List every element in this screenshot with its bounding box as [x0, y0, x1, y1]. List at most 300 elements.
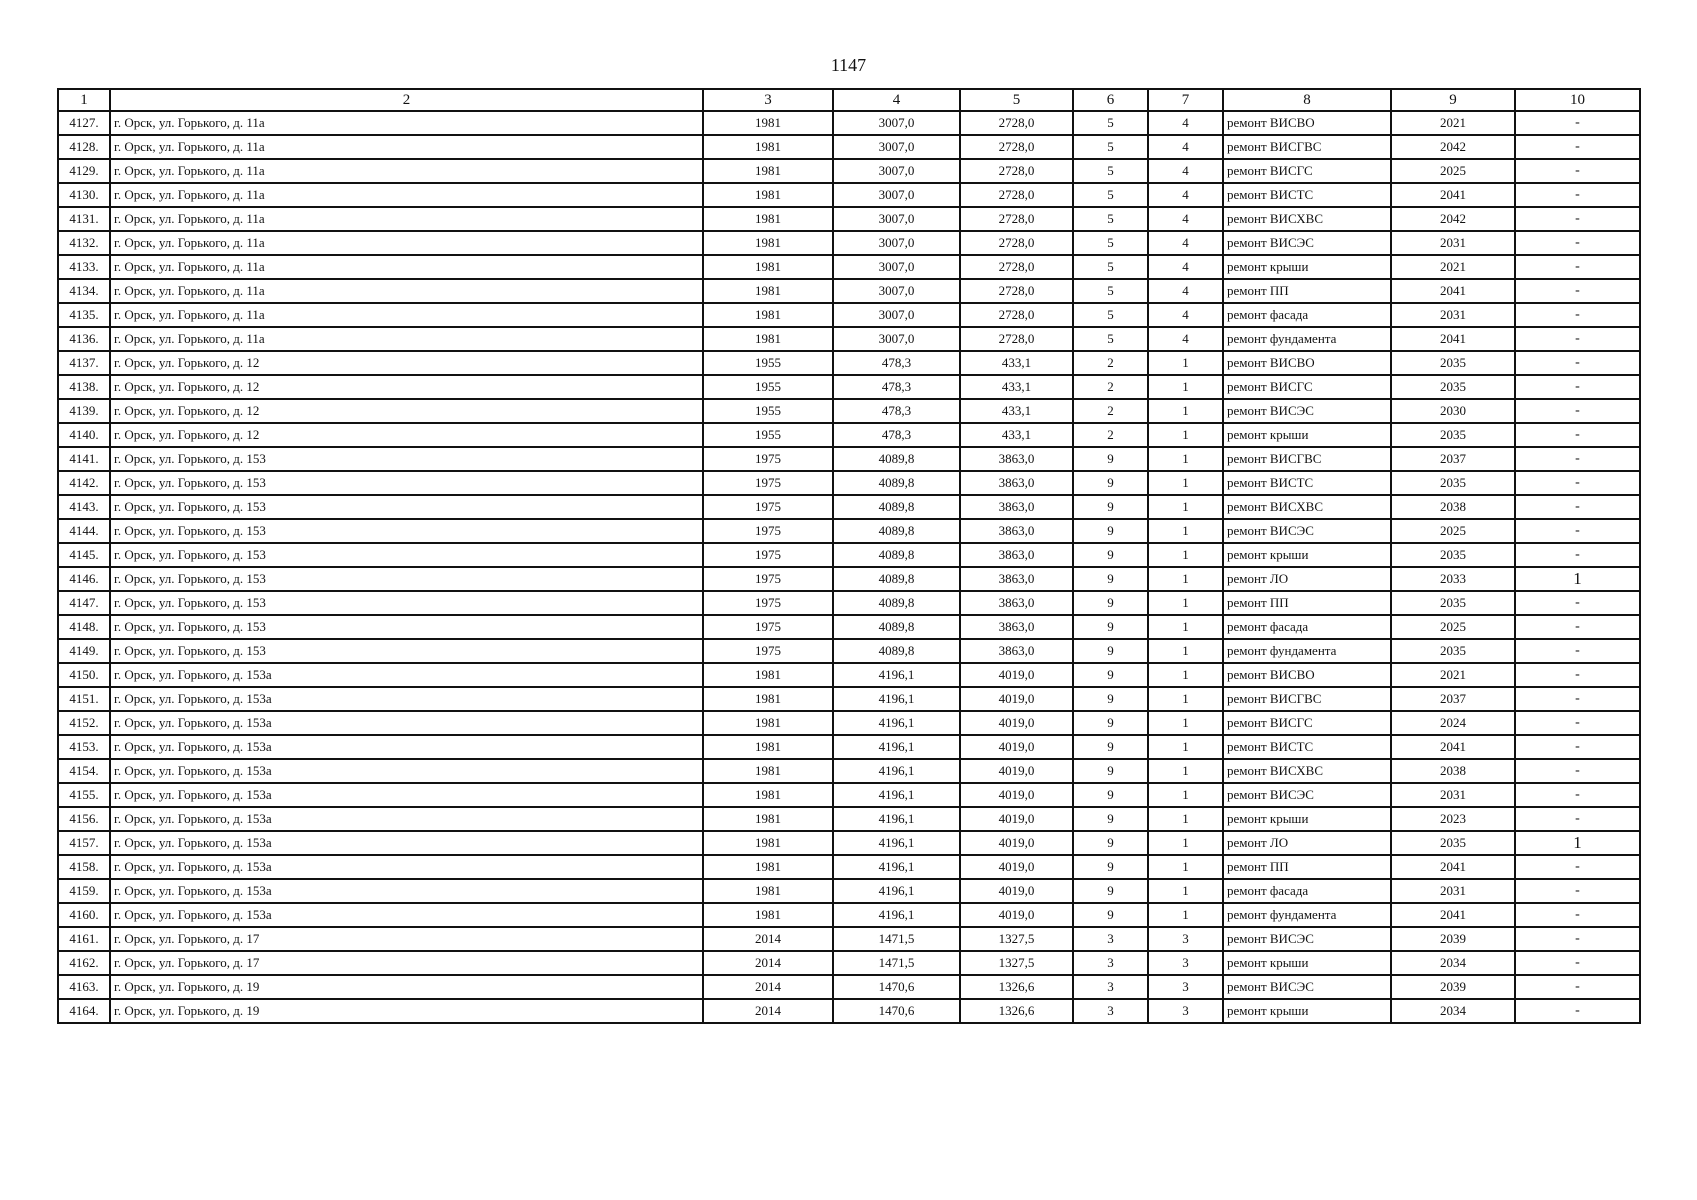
address-cell: г. Орск, ул. Горького, д. 12 — [110, 375, 703, 399]
year-built-cell: 2014 — [703, 927, 833, 951]
address-cell: г. Орск, ул. Горького, д. 153 — [110, 639, 703, 663]
table-row — [58, 255, 1640, 279]
living-area-cell: 3863,0 — [960, 471, 1073, 495]
quantity-cell: - — [1515, 327, 1640, 351]
entrances-cell: 3 — [1148, 951, 1223, 975]
total-area-cell: 4196,1 — [833, 855, 960, 879]
total-area-cell: 1470,6 — [833, 999, 960, 1023]
floors-cell: 9 — [1073, 471, 1148, 495]
total-area-cell: 4196,1 — [833, 903, 960, 927]
address-cell: г. Орск, ул. Горького, д. 153а — [110, 735, 703, 759]
entrances-cell: 1 — [1148, 903, 1223, 927]
planned-year-cell: 2021 — [1391, 663, 1515, 687]
living-area-cell: 1326,6 — [960, 975, 1073, 999]
table-row — [58, 951, 1640, 975]
entrances-cell: 1 — [1148, 375, 1223, 399]
entrances-cell: 4 — [1148, 303, 1223, 327]
address-cell: г. Орск, ул. Горького, д. 153 — [110, 495, 703, 519]
column-number-row — [58, 89, 1640, 111]
total-area-cell: 3007,0 — [833, 231, 960, 255]
total-area-cell: 1471,5 — [833, 951, 960, 975]
entrances-cell: 1 — [1148, 663, 1223, 687]
floors-cell: 3 — [1073, 951, 1148, 975]
table-row — [58, 807, 1640, 831]
work-type-cell: ремонт ВИСГС — [1223, 159, 1391, 183]
living-area-cell: 2728,0 — [960, 279, 1073, 303]
entrances-cell: 4 — [1148, 183, 1223, 207]
planned-year-cell: 2041 — [1391, 279, 1515, 303]
planned-year-cell: 2041 — [1391, 855, 1515, 879]
table-row — [58, 975, 1640, 999]
work-type-cell: ремонт ВИСВО — [1223, 111, 1391, 135]
address-cell: г. Орск, ул. Горького, д. 153 — [110, 447, 703, 471]
entrances-cell: 4 — [1148, 255, 1223, 279]
living-area-cell: 3863,0 — [960, 543, 1073, 567]
living-area-cell: 4019,0 — [960, 759, 1073, 783]
quantity-cell: - — [1515, 207, 1640, 231]
planned-year-cell: 2035 — [1391, 591, 1515, 615]
quantity-cell: - — [1515, 903, 1640, 927]
table-row — [58, 135, 1640, 159]
address-cell: г. Орск, ул. Горького, д. 153а — [110, 831, 703, 855]
address-cell: г. Орск, ул. Горького, д. 17 — [110, 951, 703, 975]
floors-cell: 2 — [1073, 375, 1148, 399]
total-area-cell: 4196,1 — [833, 783, 960, 807]
work-type-cell: ремонт фундамента — [1223, 639, 1391, 663]
work-type-cell: ремонт ВИСЭС — [1223, 783, 1391, 807]
floors-cell: 9 — [1073, 903, 1148, 927]
table-row — [58, 783, 1640, 807]
planned-year-cell: 2021 — [1391, 255, 1515, 279]
row-number-cell: 4146. — [58, 567, 110, 591]
planned-year-cell: 2041 — [1391, 735, 1515, 759]
table-row — [58, 663, 1640, 687]
total-area-cell: 4089,8 — [833, 567, 960, 591]
planned-year-cell: 2041 — [1391, 183, 1515, 207]
year-built-cell: 1975 — [703, 591, 833, 615]
row-number-cell: 4143. — [58, 495, 110, 519]
total-area-cell: 3007,0 — [833, 159, 960, 183]
row-number-cell: 4164. — [58, 999, 110, 1023]
planned-year-cell: 2039 — [1391, 975, 1515, 999]
total-area-cell: 4196,1 — [833, 831, 960, 855]
table-row — [58, 903, 1640, 927]
column-header-5: 5 — [960, 89, 1073, 111]
entrances-cell: 1 — [1148, 543, 1223, 567]
work-type-cell: ремонт крыши — [1223, 807, 1391, 831]
entrances-cell: 1 — [1148, 591, 1223, 615]
work-type-cell: ремонт ЛО — [1223, 831, 1391, 855]
row-number-cell: 4147. — [58, 591, 110, 615]
entrances-cell: 1 — [1148, 351, 1223, 375]
planned-year-cell: 2041 — [1391, 327, 1515, 351]
total-area-cell: 1471,5 — [833, 927, 960, 951]
work-type-cell: ремонт ВИСТС — [1223, 735, 1391, 759]
year-built-cell: 1981 — [703, 903, 833, 927]
floors-cell: 5 — [1073, 327, 1148, 351]
address-cell: г. Орск, ул. Горького, д. 153а — [110, 687, 703, 711]
table-row — [58, 111, 1640, 135]
address-cell: г. Орск, ул. Горького, д. 153а — [110, 711, 703, 735]
work-type-cell: ремонт ВИСХВС — [1223, 495, 1391, 519]
planned-year-cell: 2041 — [1391, 903, 1515, 927]
planned-year-cell: 2035 — [1391, 423, 1515, 447]
year-built-cell: 1981 — [703, 159, 833, 183]
address-cell: г. Орск, ул. Горького, д. 153а — [110, 903, 703, 927]
year-built-cell: 1975 — [703, 567, 833, 591]
year-built-cell: 1981 — [703, 783, 833, 807]
year-built-cell: 1981 — [703, 663, 833, 687]
total-area-cell: 4196,1 — [833, 807, 960, 831]
row-number-cell: 4150. — [58, 663, 110, 687]
address-cell: г. Орск, ул. Горького, д. 153а — [110, 855, 703, 879]
floors-cell: 9 — [1073, 783, 1148, 807]
entrances-cell: 1 — [1148, 735, 1223, 759]
planned-year-cell: 2035 — [1391, 471, 1515, 495]
quantity-cell: - — [1515, 687, 1640, 711]
entrances-cell: 3 — [1148, 975, 1223, 999]
living-area-cell: 2728,0 — [960, 303, 1073, 327]
quantity-cell: - — [1515, 975, 1640, 999]
repair-schedule-table — [57, 88, 1641, 1024]
quantity-cell: 1 — [1515, 831, 1640, 855]
living-area-cell: 2728,0 — [960, 183, 1073, 207]
row-number-cell: 4130. — [58, 183, 110, 207]
row-number-cell: 4139. — [58, 399, 110, 423]
entrances-cell: 4 — [1148, 207, 1223, 231]
floors-cell: 9 — [1073, 735, 1148, 759]
row-number-cell: 4163. — [58, 975, 110, 999]
year-built-cell: 1955 — [703, 375, 833, 399]
work-type-cell: ремонт ВИСГВС — [1223, 135, 1391, 159]
floors-cell: 9 — [1073, 543, 1148, 567]
planned-year-cell: 2042 — [1391, 207, 1515, 231]
address-cell: г. Орск, ул. Горького, д. 11а — [110, 303, 703, 327]
row-number-cell: 4145. — [58, 543, 110, 567]
total-area-cell: 4089,8 — [833, 615, 960, 639]
work-type-cell: ремонт фасада — [1223, 879, 1391, 903]
row-number-cell: 4152. — [58, 711, 110, 735]
living-area-cell: 4019,0 — [960, 663, 1073, 687]
table-row — [58, 447, 1640, 471]
total-area-cell: 3007,0 — [833, 303, 960, 327]
total-area-cell: 4089,8 — [833, 495, 960, 519]
floors-cell: 9 — [1073, 711, 1148, 735]
entrances-cell: 1 — [1148, 759, 1223, 783]
row-number-cell: 4148. — [58, 615, 110, 639]
living-area-cell: 2728,0 — [960, 135, 1073, 159]
row-number-cell: 4140. — [58, 423, 110, 447]
year-built-cell: 1975 — [703, 615, 833, 639]
quantity-cell: - — [1515, 879, 1640, 903]
quantity-cell: - — [1515, 135, 1640, 159]
year-built-cell: 1975 — [703, 543, 833, 567]
year-built-cell: 1975 — [703, 495, 833, 519]
work-type-cell: ремонт ВИСГВС — [1223, 447, 1391, 471]
table-row — [58, 351, 1640, 375]
entrances-cell: 1 — [1148, 615, 1223, 639]
quantity-cell: - — [1515, 423, 1640, 447]
entrances-cell: 1 — [1148, 567, 1223, 591]
row-number-cell: 4127. — [58, 111, 110, 135]
row-number-cell: 4161. — [58, 927, 110, 951]
address-cell: г. Орск, ул. Горького, д. 19 — [110, 975, 703, 999]
table-row — [58, 231, 1640, 255]
table-row — [58, 639, 1640, 663]
quantity-cell: - — [1515, 759, 1640, 783]
table-row — [58, 303, 1640, 327]
planned-year-cell: 2024 — [1391, 711, 1515, 735]
total-area-cell: 4196,1 — [833, 687, 960, 711]
planned-year-cell: 2025 — [1391, 615, 1515, 639]
table-row — [58, 687, 1640, 711]
year-built-cell: 1981 — [703, 183, 833, 207]
floors-cell: 9 — [1073, 855, 1148, 879]
address-cell: г. Орск, ул. Горького, д. 17 — [110, 927, 703, 951]
quantity-cell: - — [1515, 471, 1640, 495]
table-row — [58, 831, 1640, 855]
table-row — [58, 375, 1640, 399]
work-type-cell: ремонт крыши — [1223, 423, 1391, 447]
year-built-cell: 1981 — [703, 135, 833, 159]
floors-cell: 9 — [1073, 639, 1148, 663]
total-area-cell: 478,3 — [833, 423, 960, 447]
address-cell: г. Орск, ул. Горького, д. 153 — [110, 519, 703, 543]
address-cell: г. Орск, ул. Горького, д. 12 — [110, 351, 703, 375]
entrances-cell: 1 — [1148, 831, 1223, 855]
planned-year-cell: 2034 — [1391, 951, 1515, 975]
quantity-cell: - — [1515, 375, 1640, 399]
planned-year-cell: 2039 — [1391, 927, 1515, 951]
entrances-cell: 4 — [1148, 279, 1223, 303]
total-area-cell: 3007,0 — [833, 183, 960, 207]
table-row — [58, 399, 1640, 423]
column-header-6: 6 — [1073, 89, 1148, 111]
planned-year-cell: 2021 — [1391, 111, 1515, 135]
row-number-cell: 4132. — [58, 231, 110, 255]
year-built-cell: 1975 — [703, 471, 833, 495]
entrances-cell: 4 — [1148, 111, 1223, 135]
planned-year-cell: 2042 — [1391, 135, 1515, 159]
work-type-cell: ремонт ВИСХВС — [1223, 207, 1391, 231]
address-cell: г. Орск, ул. Горького, д. 11а — [110, 327, 703, 351]
quantity-cell: - — [1515, 303, 1640, 327]
row-number-cell: 4137. — [58, 351, 110, 375]
quantity-cell: - — [1515, 615, 1640, 639]
planned-year-cell: 2035 — [1391, 351, 1515, 375]
row-number-cell: 4156. — [58, 807, 110, 831]
table-row — [58, 711, 1640, 735]
living-area-cell: 4019,0 — [960, 807, 1073, 831]
work-type-cell: ремонт фундамента — [1223, 327, 1391, 351]
table-row — [58, 567, 1640, 591]
year-built-cell: 2014 — [703, 975, 833, 999]
living-area-cell: 4019,0 — [960, 687, 1073, 711]
year-built-cell: 1981 — [703, 759, 833, 783]
table-row — [58, 423, 1640, 447]
row-number-cell: 4133. — [58, 255, 110, 279]
year-built-cell: 1981 — [703, 207, 833, 231]
total-area-cell: 1470,6 — [833, 975, 960, 999]
work-type-cell: ремонт ВИСТС — [1223, 183, 1391, 207]
address-cell: г. Орск, ул. Горького, д. 153 — [110, 543, 703, 567]
address-cell: г. Орск, ул. Горького, д. 11а — [110, 135, 703, 159]
address-cell: г. Орск, ул. Горького, д. 11а — [110, 111, 703, 135]
year-built-cell: 1981 — [703, 831, 833, 855]
column-header-2: 2 — [110, 89, 703, 111]
living-area-cell: 3863,0 — [960, 495, 1073, 519]
year-built-cell: 1955 — [703, 351, 833, 375]
floors-cell: 5 — [1073, 279, 1148, 303]
row-number-cell: 4141. — [58, 447, 110, 471]
entrances-cell: 1 — [1148, 639, 1223, 663]
total-area-cell: 4089,8 — [833, 471, 960, 495]
total-area-cell: 4196,1 — [833, 879, 960, 903]
quantity-cell: - — [1515, 183, 1640, 207]
total-area-cell: 4089,8 — [833, 639, 960, 663]
year-built-cell: 1981 — [703, 735, 833, 759]
quantity-cell: - — [1515, 495, 1640, 519]
quantity-cell: - — [1515, 783, 1640, 807]
total-area-cell: 478,3 — [833, 375, 960, 399]
floors-cell: 2 — [1073, 423, 1148, 447]
living-area-cell: 3863,0 — [960, 615, 1073, 639]
floors-cell: 9 — [1073, 879, 1148, 903]
quantity-cell: 1 — [1515, 567, 1640, 591]
living-area-cell: 4019,0 — [960, 831, 1073, 855]
living-area-cell: 3863,0 — [960, 567, 1073, 591]
address-cell: г. Орск, ул. Горького, д. 153а — [110, 663, 703, 687]
work-type-cell: ремонт крыши — [1223, 255, 1391, 279]
table-row — [58, 495, 1640, 519]
address-cell: г. Орск, ул. Горького, д. 12 — [110, 423, 703, 447]
floors-cell: 3 — [1073, 927, 1148, 951]
address-cell: г. Орск, ул. Горького, д. 12 — [110, 399, 703, 423]
total-area-cell: 3007,0 — [833, 279, 960, 303]
total-area-cell: 3007,0 — [833, 207, 960, 231]
work-type-cell: ремонт ВИСГВС — [1223, 687, 1391, 711]
quantity-cell: - — [1515, 111, 1640, 135]
entrances-cell: 1 — [1148, 399, 1223, 423]
entrances-cell: 4 — [1148, 231, 1223, 255]
table-body — [58, 111, 1640, 1023]
entrances-cell: 1 — [1148, 423, 1223, 447]
total-area-cell: 4196,1 — [833, 663, 960, 687]
living-area-cell: 433,1 — [960, 375, 1073, 399]
address-cell: г. Орск, ул. Горького, д. 153 — [110, 591, 703, 615]
planned-year-cell: 2035 — [1391, 831, 1515, 855]
floors-cell: 5 — [1073, 183, 1148, 207]
planned-year-cell: 2035 — [1391, 375, 1515, 399]
total-area-cell: 3007,0 — [833, 135, 960, 159]
quantity-cell: - — [1515, 351, 1640, 375]
planned-year-cell: 2035 — [1391, 543, 1515, 567]
living-area-cell: 433,1 — [960, 423, 1073, 447]
address-cell: г. Орск, ул. Горького, д. 11а — [110, 231, 703, 255]
work-type-cell: ремонт ВИСЭС — [1223, 399, 1391, 423]
entrances-cell: 4 — [1148, 327, 1223, 351]
entrances-cell: 3 — [1148, 999, 1223, 1023]
living-area-cell: 3863,0 — [960, 519, 1073, 543]
address-cell: г. Орск, ул. Горького, д. 153а — [110, 879, 703, 903]
living-area-cell: 1327,5 — [960, 927, 1073, 951]
living-area-cell: 3863,0 — [960, 639, 1073, 663]
floors-cell: 9 — [1073, 519, 1148, 543]
row-number-cell: 4136. — [58, 327, 110, 351]
address-cell: г. Орск, ул. Горького, д. 11а — [110, 207, 703, 231]
table-row — [58, 183, 1640, 207]
table-row — [58, 543, 1640, 567]
column-header-8: 8 — [1223, 89, 1391, 111]
quantity-cell: - — [1515, 543, 1640, 567]
floors-cell: 5 — [1073, 231, 1148, 255]
planned-year-cell: 2038 — [1391, 759, 1515, 783]
entrances-cell: 1 — [1148, 807, 1223, 831]
living-area-cell: 2728,0 — [960, 111, 1073, 135]
row-number-cell: 4149. — [58, 639, 110, 663]
planned-year-cell: 2025 — [1391, 159, 1515, 183]
quantity-cell: - — [1515, 663, 1640, 687]
entrances-cell: 4 — [1148, 135, 1223, 159]
planned-year-cell: 2023 — [1391, 807, 1515, 831]
living-area-cell: 2728,0 — [960, 231, 1073, 255]
quantity-cell: - — [1515, 999, 1640, 1023]
address-cell: г. Орск, ул. Горького, д. 153а — [110, 807, 703, 831]
work-type-cell: ремонт ПП — [1223, 279, 1391, 303]
living-area-cell: 4019,0 — [960, 783, 1073, 807]
planned-year-cell: 2037 — [1391, 447, 1515, 471]
work-type-cell: ремонт ВИСЭС — [1223, 975, 1391, 999]
living-area-cell: 2728,0 — [960, 255, 1073, 279]
planned-year-cell: 2031 — [1391, 879, 1515, 903]
floors-cell: 9 — [1073, 591, 1148, 615]
total-area-cell: 4089,8 — [833, 543, 960, 567]
year-built-cell: 1955 — [703, 423, 833, 447]
floors-cell: 9 — [1073, 687, 1148, 711]
work-type-cell: ремонт фасада — [1223, 615, 1391, 639]
planned-year-cell: 2031 — [1391, 231, 1515, 255]
row-number-cell: 4155. — [58, 783, 110, 807]
living-area-cell: 4019,0 — [960, 711, 1073, 735]
year-built-cell: 1981 — [703, 711, 833, 735]
table-row — [58, 519, 1640, 543]
entrances-cell: 1 — [1148, 495, 1223, 519]
year-built-cell: 1955 — [703, 399, 833, 423]
planned-year-cell: 2035 — [1391, 639, 1515, 663]
living-area-cell: 4019,0 — [960, 903, 1073, 927]
quantity-cell: - — [1515, 255, 1640, 279]
quantity-cell: - — [1515, 447, 1640, 471]
row-number-cell: 4153. — [58, 735, 110, 759]
work-type-cell: ремонт ПП — [1223, 855, 1391, 879]
floors-cell: 9 — [1073, 759, 1148, 783]
planned-year-cell: 2031 — [1391, 303, 1515, 327]
quantity-cell: - — [1515, 591, 1640, 615]
work-type-cell: ремонт ВИСЭС — [1223, 519, 1391, 543]
quantity-cell: - — [1515, 927, 1640, 951]
year-built-cell: 1981 — [703, 687, 833, 711]
entrances-cell: 1 — [1148, 711, 1223, 735]
work-type-cell: ремонт ВИСХВС — [1223, 759, 1391, 783]
floors-cell: 5 — [1073, 207, 1148, 231]
planned-year-cell: 2033 — [1391, 567, 1515, 591]
table-row — [58, 159, 1640, 183]
living-area-cell: 3863,0 — [960, 447, 1073, 471]
row-number-cell: 4157. — [58, 831, 110, 855]
column-header-7: 7 — [1148, 89, 1223, 111]
work-type-cell: ремонт крыши — [1223, 999, 1391, 1023]
floors-cell: 9 — [1073, 447, 1148, 471]
